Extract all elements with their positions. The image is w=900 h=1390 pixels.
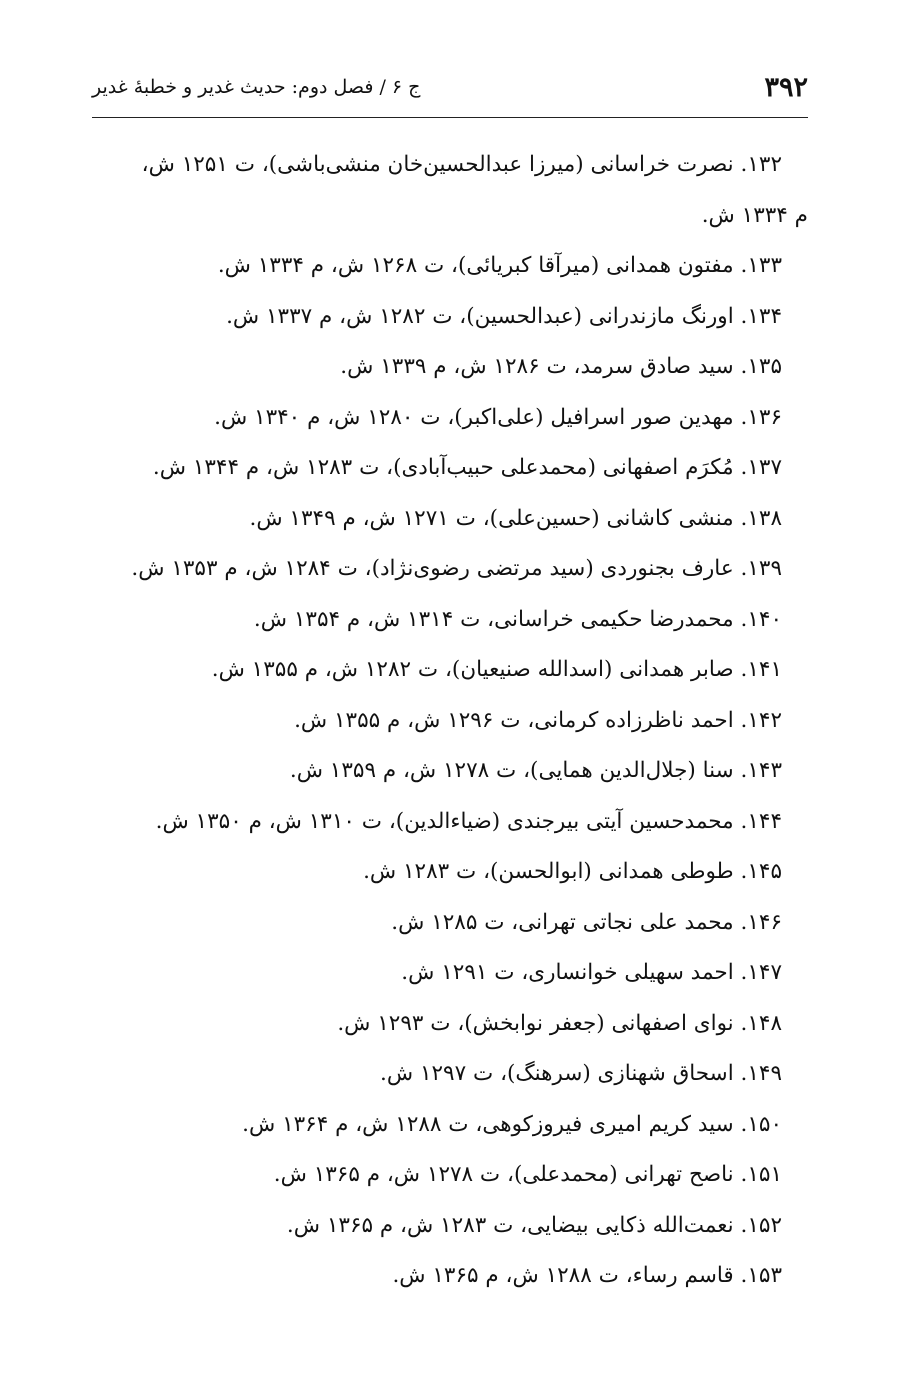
header-rule: [92, 117, 808, 118]
list-item: ۱۳۵. سید صادق سرمد، ت ۱۲۸۶ ش، م ۱۳۳۹ ش.: [340, 354, 782, 379]
list-item: ۱۵۰. سید کریم امیری فیروزکوهی، ت ۱۲۸۸ ش، م ۱۳۶۴ ش.: [242, 1111, 782, 1137]
list-item: ۱۴۵. طوطی همدانی (ابوالحسن)، ت ۱۲۸۳ ش.: [363, 859, 782, 884]
list-item: ۱۴۴. محمدحسین آیتی بیرجندی (ضیاءالدین)، ت ۱۳۱۰ ش، م ۱۳۵۰ ش.: [155, 808, 782, 834]
list-item: ۱۳۴. اورنگ مازندرانی (عبدالحسین)، ت ۱۲۸۲ ش، م ۱۳۳۷ ش.: [226, 303, 782, 329]
list-item: ۱۴۹. اسحاق شهنازی (سرهنگ)، ت ۱۲۹۷ ش.: [380, 1061, 782, 1086]
list-item: ۱۳۳. مفتون همدانی (میرآقا کبریائی)، ت ۱۲۶۸ ش، م ۱۳۳۴ ش.: [217, 253, 782, 278]
list-item: ۱۴۰. محمدرضا حکیمی خراسانی، ت ۱۳۱۴ ش، م ۱۳۵۴ ش.: [253, 606, 782, 632]
list-item: ۱۳۷. مُکرَم اصفهانی (محمدعلی حبیب‌آبادی)، ت ۱۲۸۳ ش، م ۱۳۴۴ ش.: [152, 455, 782, 480]
running-title: ج ۶ / فصل دوم: حدیث غدیر و خطبهٔ غدیر: [92, 76, 421, 98]
list-item: ۱۴۱. صابر همدانی (اسدالله صنیعیان)، ت ۱۲۸۲ ش، م ۱۳۵۵ ش.: [211, 657, 782, 682]
list-item-text: ۱۳۲. نصرت خراسانی (میرزا عبدالحسین‌خان منشی‌باشی)، ت ۱۲۵۱ ش،: [141, 152, 782, 177]
list-item: ۱۴۲. احمد ناظرزاده کرمانی، ت ۱۲۹۶ ش، م ۱۳۵۵ ش.: [294, 707, 782, 733]
list-item: ۱۳۹. عارف بجنوردی (سید مرتضی رضوی‌نژاد)، ت ۱۲۸۴ ش، م ۱۳۵۳ ش.: [131, 556, 782, 581]
list-item: ۱۴۳. سنا (جلال‌الدین همایی)، ت ۱۲۷۸ ش، م ۱۳۵۹ ش.: [289, 758, 782, 783]
list-item: ۱۴۷. احمد سهیلی خوانساری، ت ۱۲۹۱ ش.: [401, 960, 782, 985]
list-item: ۱۳۶. مهدین صور اسرافیل (علی‌اکبر)، ت ۱۲۸۰ ش، م ۱۳۴۰ ش.: [214, 404, 782, 430]
list-item: [92, 140, 808, 241]
list-item: ۱۴۶. محمد علی نجاتی تهرانی، ت ۱۲۸۵ ش.: [391, 909, 782, 935]
list-item: ۱۵۲. نعمت‌الله ذکایی بیضایی، ت ۱۲۸۳ ش، م ۱۳۶۵ ش.: [286, 1212, 782, 1238]
list-item: ۱۵۳. قاسم رساء، ت ۱۲۸۸ ش، م ۱۳۶۵ ش.: [392, 1263, 782, 1288]
poet-list: [92, 140, 808, 1302]
list-item-continuation: م ۱۳۳۴ ش.: [701, 202, 808, 228]
list-item: ۱۴۸. نوای اصفهانی (جعفر نوابخش)، ت ۱۲۹۳ ش.: [337, 1010, 782, 1036]
page-header: [92, 72, 808, 112]
list-item: ۱۳۸. منشی کاشانی (حسین‌علی)، ت ۱۲۷۱ ش، م ۱۳۴۹ ش.: [249, 505, 782, 531]
page-number: ۳۹۲: [764, 72, 808, 103]
list-item: ۱۵۱. ناصح تهرانی (محمدعلی)، ت ۱۲۷۸ ش، م ۱۳۶۵ ش.: [273, 1162, 782, 1187]
